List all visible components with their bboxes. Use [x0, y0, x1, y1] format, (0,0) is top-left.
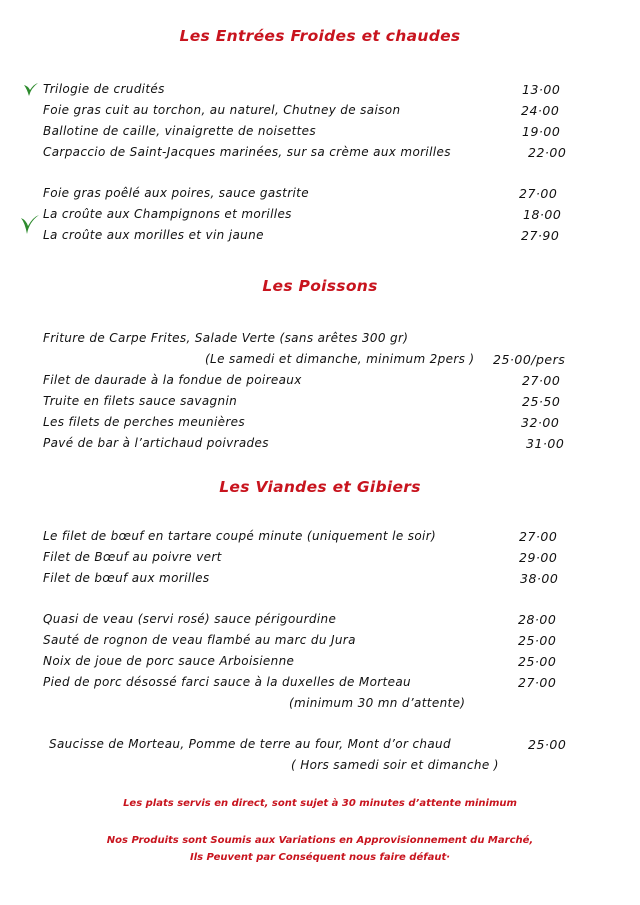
- menu-item-name: Pied de porc désossé farci sauce à la duxelles de Morteau: [43, 675, 411, 689]
- menu-item-name: Filet de Bœuf au poivre vert: [43, 550, 222, 564]
- menu-item-name: Truite en filets sauce savagnin: [43, 394, 238, 408]
- menu-item-name: Ballotine de caille, vinaigrette de noisettes: [43, 124, 317, 138]
- menu-item-price: 28·00: [518, 612, 557, 627]
- menu-item-name: Friture de Carpe Frites, Salade Verte (sans arêtes 300 gr): [43, 331, 409, 345]
- footer-wait-notice: Les plats servis en direct, sont sujet à 30 minutes d’attente minimum: [123, 798, 517, 809]
- menu-item-price: 25·00: [518, 633, 557, 648]
- menu-item-price: 22·00: [528, 145, 567, 160]
- leaf-v-icon: [22, 80, 40, 98]
- menu-item-name: Filet de daurade à la fondue de poireaux: [43, 373, 302, 387]
- menu-item-price: 32·00: [521, 415, 560, 430]
- menu-item-price: 19·00: [522, 124, 561, 139]
- footer-supply-notice-2: Ils Peuvent par Conséquent nous faire défaut·: [189, 852, 451, 863]
- menu-item-price: 27·00: [522, 373, 561, 388]
- menu-item-name: Foie gras cuit au torchon, au naturel, Chutney de saison: [43, 103, 401, 117]
- menu-item-name: La croûte aux Champignons et morilles: [43, 207, 292, 221]
- menu-item-price: 27·00: [518, 675, 557, 690]
- menu-item-name: Quasi de veau (servi rosé) sauce périgourdine: [43, 612, 337, 626]
- menu-item-name: La croûte aux morilles et vin jaune: [43, 228, 264, 242]
- menu-item-price: 27·00: [519, 529, 558, 544]
- menu-item-price: 38·00: [520, 571, 559, 586]
- menu-item-price: 31·00: [526, 436, 565, 451]
- menu-item-price: 13·00: [522, 82, 561, 97]
- menu-item-price: 25·00/pers: [493, 352, 566, 367]
- menu-item-note: (Le samedi et dimanche, minimum 2pers ): [205, 352, 475, 366]
- footer-supply-notice: Nos Produits sont Soumis aux Variations en Approvisionnement du Marché,: [106, 835, 534, 846]
- menu-item-name: Le filet de bœuf en tartare coupé minute (uniquement le soir): [43, 529, 437, 543]
- menu-item-name: Carpaccio de Saint-Jacques marinées, sur sa crème aux morilles: [43, 145, 451, 159]
- menu-item-name: Sauté de rognon de veau flambé au marc du Jura: [43, 633, 356, 647]
- menu-item-price: 27·00: [519, 186, 558, 201]
- menu-item-name: Pavé de bar à l’artichaud poivrades: [43, 436, 269, 450]
- menu-item-name: Filet de bœuf aux morilles: [43, 571, 210, 585]
- leaf-v-icon: [19, 212, 41, 236]
- section-title-entrees: Les Entrées Froides et chaudes: [179, 27, 461, 45]
- menu-item-name: Les filets de perches meunières: [43, 415, 246, 429]
- menu-item-name: Foie gras poêlé aux poires, sauce gastrite: [43, 186, 309, 200]
- menu-item-name: Noix de joue de porc sauce Arboisienne: [43, 654, 295, 668]
- menu-item-price: 25·00: [528, 737, 567, 752]
- menu-item-name: Trilogie de crudités: [43, 82, 165, 96]
- menu-item-note: ( Hors samedi soir et dimanche ): [291, 758, 499, 772]
- menu-item-price: 29·00: [519, 550, 558, 565]
- menu-item-note: (minimum 30 mn d’attente): [289, 696, 466, 710]
- menu-item-name: Saucisse de Morteau, Pomme de terre au four, Mont d’or chaud: [49, 737, 451, 751]
- section-title-viandes: Les Viandes et Gibiers: [219, 478, 421, 496]
- menu-item-price: 25·00: [518, 654, 557, 669]
- menu-item-price: 27·90: [521, 228, 560, 243]
- menu-item-price: 18·00: [523, 207, 562, 222]
- menu-item-price: 25·50: [522, 394, 561, 409]
- menu-item-price: 24·00: [521, 103, 560, 118]
- section-title-poissons: Les Poissons: [262, 277, 378, 295]
